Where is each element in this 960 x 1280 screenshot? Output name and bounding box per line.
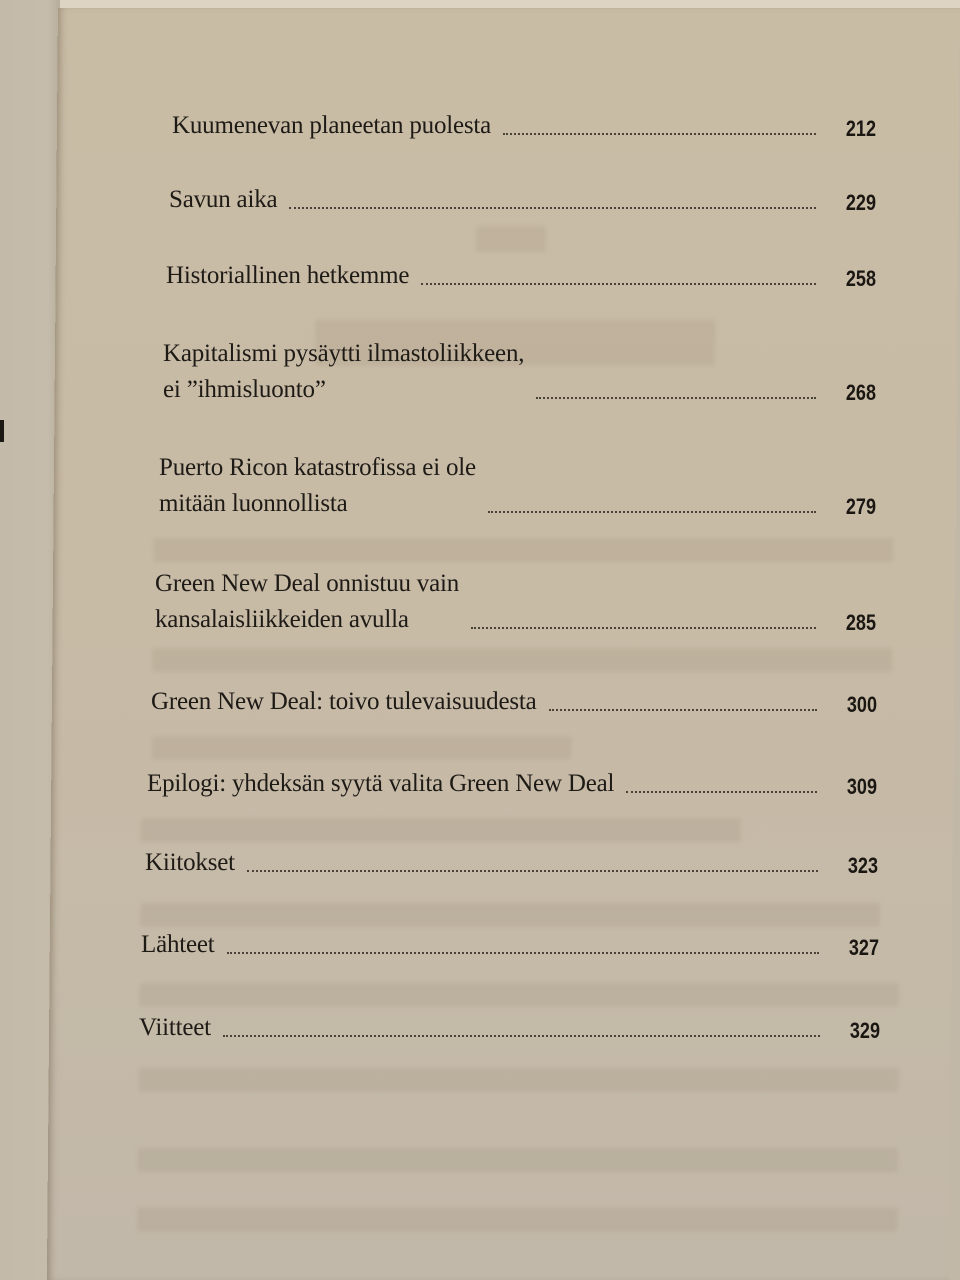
toc-page-number: 309 <box>846 774 877 799</box>
toc-page-number: 285 <box>845 610 876 635</box>
dot-leader <box>626 791 817 793</box>
dot-leader <box>227 952 819 954</box>
toc-entry <box>159 450 876 522</box>
toc-entry-title: Kiitokset <box>145 849 235 876</box>
toc-entry-title: Green New Deal: toivo tulevaisuudesta <box>151 688 537 715</box>
dot-leader <box>471 627 816 629</box>
toc-entry-title: Historiallinen hetkemme <box>166 262 410 289</box>
toc-entry-title: Kuumenevan planeetan puolesta <box>172 112 492 139</box>
toc-entry-title-line-1: Puerto Ricon katastrofissa ei ole <box>159 454 476 481</box>
toc-entry-title-line-2: ei ”ihmisluonto” <box>163 376 326 403</box>
dot-leader <box>223 1035 820 1037</box>
toc-entry <box>139 1010 880 1046</box>
toc-entry <box>141 927 879 963</box>
toc-entry <box>151 684 877 720</box>
toc-entry <box>163 336 876 408</box>
toc-page-number: 229 <box>845 190 876 215</box>
dot-leader <box>247 870 818 872</box>
toc-entry <box>172 108 876 144</box>
toc-entry-title: Lähteet <box>141 931 215 958</box>
toc-page-number: 212 <box>845 116 876 141</box>
toc-entry <box>155 566 876 638</box>
toc-page-number: 268 <box>845 380 876 405</box>
dot-leader <box>289 207 816 209</box>
toc-page-number: 258 <box>845 266 876 291</box>
dot-leader <box>503 133 816 135</box>
dot-leader <box>549 709 817 711</box>
toc-page-number: 327 <box>848 935 879 960</box>
toc-entry-title-line-1: Kapitalismi pysäytti ilmastoliikkeen, <box>163 340 525 367</box>
toc-page-number: 300 <box>846 692 877 717</box>
toc-page-number: 323 <box>847 853 878 878</box>
dot-leader <box>488 511 816 513</box>
toc-page-number: 329 <box>849 1018 880 1043</box>
toc-entry-title-line-2: kansalaisliikkeiden avulla <box>155 606 409 633</box>
toc-entry <box>145 845 878 881</box>
toc-entry-title: Epilogi: yhdeksän syytä valita Green New Deal <box>147 770 615 797</box>
toc-page-number: 279 <box>845 494 876 519</box>
toc-entry-title: Viitteet <box>139 1014 211 1041</box>
toc-entry <box>169 182 876 218</box>
toc-entry-title: Savun aika <box>169 186 278 213</box>
toc-entry-title-line-2: mitään luonnollista <box>159 490 348 517</box>
dot-leader <box>421 283 816 285</box>
toc-entry-title-line-1: Green New Deal onnistuu vain <box>155 570 460 597</box>
dot-leader <box>536 397 816 399</box>
toc-entry <box>166 258 876 294</box>
toc-entry <box>147 766 877 802</box>
